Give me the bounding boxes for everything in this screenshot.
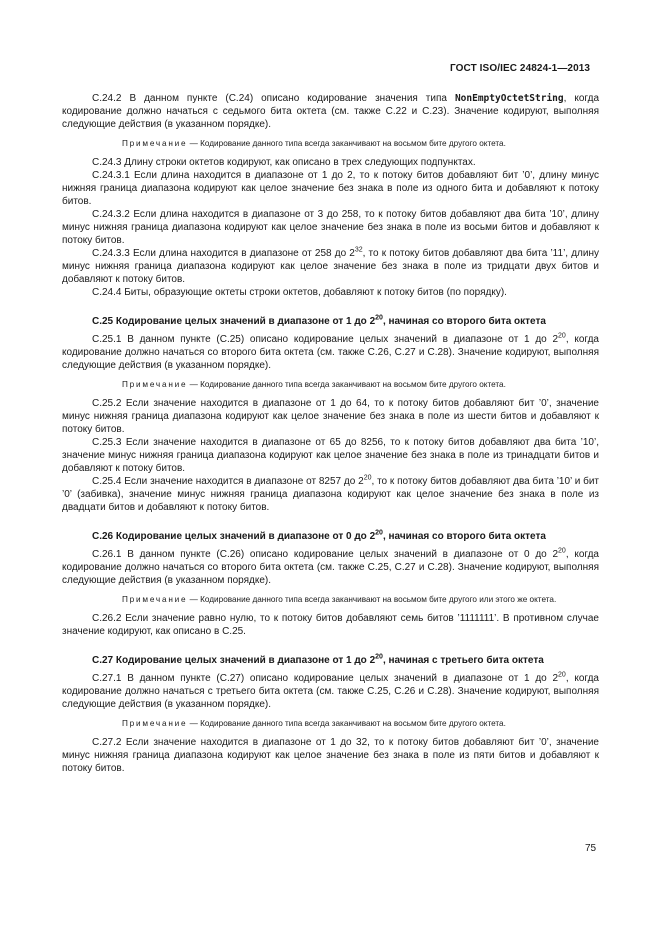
paragraph-c24-4: С.24.4 Биты, образующие октеты строки октетов, добавляют к потоку битов (по порядку). <box>92 287 507 298</box>
heading-c27: С.27 Кодирование целых значений в диапазоне от 1 до $2^{20}$, начиная с третьего бита октета <box>92 653 544 666</box>
note-label: Примечание <box>122 139 188 148</box>
paragraph-c26-1: С.26.1 В данном пункте (С.26) описано кодирование целых значений в диапазоне от 0 до $2^{20}$, когда кодирование должно начаться со второго бита октета (см. также С.25, С.27 и С.28). Значение кодируют, выполняя следующие действия (в указанном порядке). <box>62 547 599 586</box>
heading-c25: С.25 Кодирование целых значений в диапазоне от 1 до $2^{20}$, начиная со второго бита октета <box>92 314 546 327</box>
paragraph-c25-3: С.25.3 Если значение находится в диапазоне от 65 до 8256, то к потоку битов добавляют два бита ’10’, значение минус нижняя граница диапазона кодируют как целое значение без знака в поле из тринадцати битов и добавляют к потоку битов. <box>62 437 599 474</box>
paragraph-c24-3-2: С.24.3.2 Если длина находится в диапазоне от 3 до 258, то к потоку битов добавляют два бита ’10’, длину минус нижняя граница диапазона кодируют как целое значение без знака в поле из восьми битов и добавляют к потоку битов. <box>62 209 599 246</box>
note-label: Примечание <box>122 595 188 604</box>
note-c27: Примечание — Кодирование данного типа всегда заканчивают на восьмом бите другого октета. <box>62 717 599 730</box>
note-c24: Примечание — Кодирование данного типа всегда заканчивают на восьмом бите другого октета. <box>62 137 599 150</box>
heading-c26: С.26 Кодирование целых значений в диапазоне от 0 до $2^{20}$, начиная со второго бита октета <box>92 529 546 542</box>
note-c26: Примечание — Кодирование данного типа всегда заканчивают на восьмом бите другого или этого же октета. <box>62 593 599 606</box>
code-type-name: NonEmptyOctetString <box>454 93 564 104</box>
page-content <box>62 92 599 775</box>
paragraph-c24-2: C.24.2 В данном пункте (С.24) описано кодирование значения типа NonEmptyOctetString, когда кодирование должно начаться с седьмого бита октета (см. также С.22 и С.23). Значение кодируют, выполняя следующие действия (в указанном порядке). <box>62 93 600 130</box>
paragraph-c25-4: С.25.4 Если значение находится в диапазоне от 8257 до $2^{20}$, то к потоку битов добавляют два бита ’10’ и бит ’0’ (забивка), значение минус нижняя граница диапазона кодируют как целое значение без знака в поле из двадцати битов и добавляют к потоку битов. <box>62 474 599 513</box>
paragraph-c27-1: С.27.1 В данном пункте (С.27) описано кодирование целых значений в диапазоне от 1 до $2^{20}$, когда кодирование должно начаться с третьего бита октета (см. также С.25, С.26 и С.28). Значение кодируют, выполняя следующие действия (в указанном порядке). <box>62 671 599 710</box>
note-label: Примечание <box>122 380 188 389</box>
note-c25: Примечание — Кодирование данного типа всегда заканчивают на восьмом бите другого октета. <box>62 378 599 391</box>
paragraph-c27-2: С.27.2 Если значение находится в диапазоне от 1 до 32, то к потоку битов добавляют бит ’0’, значение минус нижняя граница диапазона кодируют как целое значение без знака в поле из пяти битов и добавляют к потоку битов. <box>62 737 599 774</box>
paragraph-c24-3: С.24.3 Длину строки октетов кодируют, как описано в трех следующих подпунктах. <box>92 157 476 168</box>
paragraph-c26-2: С.26.2 Если значение равно нулю, то к потоку битов добавляют семь битов ’1111111’. В противном случае значение кодируют, как описано в С.25. <box>62 613 599 637</box>
paragraph-c24-3-1: С.24.3.1 Если длина находится в диапазоне от 1 до 2, то к потоку битов добавляют бит ’0’, длину минус нижняя граница диапазона кодируют как целое значение без знака в поле из одного бита и добавляют к потоку битов. <box>62 170 599 207</box>
page-number: 75 <box>585 843 597 854</box>
paragraph-c25-1: С.25.1 В данном пункте (С.25) описано кодирование целых значений в диапазоне от 1 до $2^{20}$, когда кодирование должно начаться со второго бита октета (см. также С.26, С.27 и С.28). Значение кодируют, выполняя следующие действия (в указанном порядке). <box>62 332 599 371</box>
note-label: Примечание <box>122 719 188 728</box>
document-header: ГОСТ ISO/IEC 24824-1—2013 <box>450 63 591 74</box>
paragraph-c24-3-3: С.24.3.3 Если длина находится в диапазоне от 258 до $2^{32}$, то к потоку битов добавляют два бита ’11’, длину минус нижняя граница диапазона кодируют как целое значение без знака в поле из тридцати двух битов и добавляют к потоку битов. <box>62 246 599 285</box>
paragraph-c25-2: С.25.2 Если значение находится в диапазоне от 1 до 64, то к потоку битов добавляют бит ’0’, значение минус нижняя граница диапазона кодируют как целое значение без знака в поле из шести битов и добавляют к потоку битов. <box>62 398 599 435</box>
